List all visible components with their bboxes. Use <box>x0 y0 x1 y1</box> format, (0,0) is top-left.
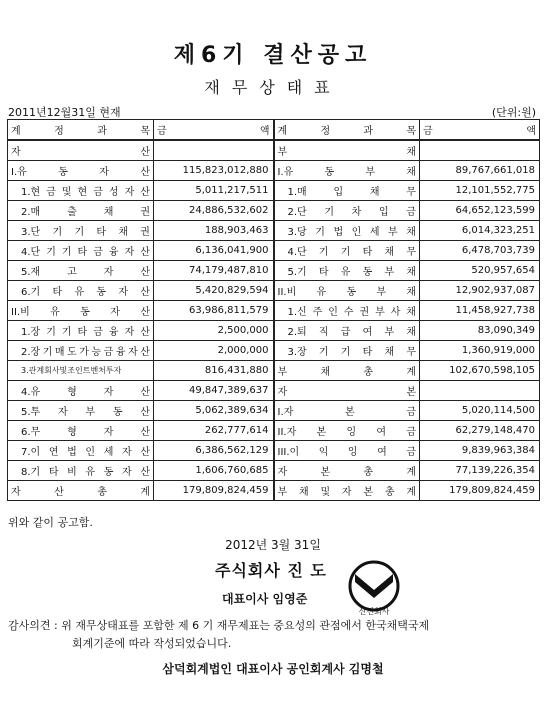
left-account-cell <box>8 401 154 421</box>
table-row <box>8 140 540 161</box>
audit-opinion-line-1: 감사의견 : 위 재무상태표를 포함한 제 6 기 재무제표는 중요성의 관점에서 한국채택국제 <box>8 619 430 632</box>
right-account-cell <box>274 341 420 361</box>
table-row <box>8 301 540 321</box>
right-amount-cell <box>420 140 540 161</box>
header-account-label: 계 정 과 목 <box>11 126 150 137</box>
right-account-label: 1.신 주 인 수 권 부 사 채 <box>287 307 416 318</box>
left-amount-cell: 5,062,389,634 <box>154 401 274 421</box>
left-account-label: 5.재 고 자 산 <box>21 267 150 278</box>
right-amount-cell: 9,839,963,384 <box>420 441 540 461</box>
right-amount-cell: 5,020,114,500 <box>420 401 540 421</box>
left-amount-cell <box>154 140 274 161</box>
right-account-cell <box>274 381 420 401</box>
header-account-right <box>274 120 420 141</box>
right-account-label: 부 채 및 자 본 총 계 <box>277 487 416 498</box>
left-account-label: 6.무 형 자 산 <box>21 427 150 438</box>
left-account-cell <box>8 361 154 381</box>
right-account-cell <box>274 221 420 241</box>
right-account-cell <box>274 441 420 461</box>
right-amount-cell: 62,279,148,470 <box>420 421 540 441</box>
left-account-label: 자 산 총 계 <box>11 487 150 498</box>
left-account-cell <box>8 281 154 301</box>
table-header-row <box>8 120 540 141</box>
left-account-label: 3.단 기 기 타 채 권 <box>21 227 150 238</box>
table-row <box>8 401 540 421</box>
header-account-label: 계 정 과 목 <box>277 126 416 137</box>
header-amount-left <box>154 120 274 141</box>
left-account-label: 4.단 기 기 타 금 융 자 산 <box>21 247 150 258</box>
table-row <box>8 241 540 261</box>
right-amount-cell: 64,652,123,599 <box>420 201 540 221</box>
right-account-label: 1.매 입 채 무 <box>287 187 416 198</box>
right-account-cell <box>274 401 420 421</box>
left-amount-cell: 115,823,012,880 <box>154 161 274 181</box>
table-row <box>8 381 540 401</box>
right-amount-cell: 6,014,323,251 <box>420 221 540 241</box>
right-account-label: 3.장 기 기 타 채 무 <box>287 347 416 358</box>
right-account-label: 2.단 기 차 입 금 <box>287 207 416 218</box>
left-account-label: 2.매 출 채 권 <box>21 207 150 218</box>
right-account-cell <box>274 461 420 481</box>
left-account-label: 4.유 형 자 산 <box>21 387 150 398</box>
right-account-label: II.비 유 동 부 채 <box>277 287 416 298</box>
left-account-cell <box>8 301 154 321</box>
left-account-label: II.비 유 동 자 산 <box>11 307 150 318</box>
table-row <box>8 421 540 441</box>
right-amount-cell <box>420 381 540 401</box>
left-account-label: 1.장 기 기 타 금 융 자 산 <box>21 327 150 338</box>
table-row <box>8 321 540 341</box>
right-account-cell <box>274 201 420 221</box>
right-account-cell <box>274 241 420 261</box>
header-amount-right <box>420 120 540 141</box>
left-account-cell <box>8 341 154 361</box>
left-account-label: 자 산 <box>11 147 150 158</box>
right-amount-cell: 6,478,703,739 <box>420 241 540 261</box>
right-account-label: 2.퇴 직 급 여 부 채 <box>287 327 416 338</box>
left-account-cell <box>8 181 154 201</box>
right-amount-cell: 77,139,226,354 <box>420 461 540 481</box>
table-row <box>8 221 540 241</box>
right-account-cell <box>274 281 420 301</box>
right-account-label: I.자 본 금 <box>277 407 416 418</box>
left-amount-cell: 63,986,811,579 <box>154 301 274 321</box>
balance-sheet-table <box>7 119 540 501</box>
page-title: 제6기 결산공고 <box>173 43 373 68</box>
left-account-cell <box>8 140 154 161</box>
left-account-label: 7.이 연 법 인 세 자 산 <box>21 447 150 458</box>
left-account-cell <box>8 221 154 241</box>
left-account-cell <box>8 381 154 401</box>
left-account-cell <box>8 161 154 181</box>
right-account-cell <box>274 421 420 441</box>
left-account-cell <box>8 461 154 481</box>
right-account-cell <box>274 140 420 161</box>
right-account-label: 4.단 기 기 타 채 무 <box>287 247 416 258</box>
left-account-label: I.유 동 자 산 <box>11 167 150 178</box>
right-account-cell <box>274 301 420 321</box>
left-account-cell <box>8 481 154 501</box>
left-account-cell <box>8 321 154 341</box>
left-account-label: 3.관계회사및조인트벤처투자 <box>21 366 122 375</box>
right-account-cell <box>274 481 420 501</box>
table-row <box>8 341 540 361</box>
right-account-label: 부 채 <box>277 147 416 158</box>
left-amount-cell: 262,777,614 <box>154 421 274 441</box>
left-amount-cell: 816,431,880 <box>154 361 274 381</box>
right-account-label: 3.당 기 법 인 세 부 채 <box>287 227 416 238</box>
publication-date: 2012년 3월 31일 <box>225 538 321 552</box>
table-row <box>8 361 540 381</box>
auditor-name: 삼덕회계법인 대표이사 공인회계사 김명철 <box>162 662 384 676</box>
right-account-cell <box>274 161 420 181</box>
logo-text: 신진회사 <box>358 607 390 616</box>
left-amount-cell: 179,809,824,459 <box>154 481 274 501</box>
left-account-cell <box>8 201 154 221</box>
right-amount-cell: 83,090,349 <box>420 321 540 341</box>
right-account-cell <box>274 321 420 341</box>
right-account-label: III.이 익 잉 여 금 <box>277 447 416 458</box>
left-account-cell <box>8 441 154 461</box>
header-amount-label-1: 금 <box>423 126 433 137</box>
right-amount-cell: 11,458,927,738 <box>420 301 540 321</box>
left-amount-cell: 74,179,487,810 <box>154 261 274 281</box>
left-amount-cell: 5,420,829,594 <box>154 281 274 301</box>
left-amount-cell: 5,011,217,511 <box>154 181 274 201</box>
statement-subtitle: 재무상태표 <box>204 78 342 97</box>
ceo-name: 대표이사 임영준 <box>222 592 308 606</box>
left-account-label: 5.투 자 부 동 산 <box>21 407 150 418</box>
left-amount-cell: 6,386,562,129 <box>154 441 274 461</box>
right-account-label: 자 본 총 계 <box>277 467 416 478</box>
left-amount-cell: 49,847,389,637 <box>154 381 274 401</box>
left-account-cell <box>8 261 154 281</box>
left-account-label: 6.기 타 유 동 자 산 <box>21 287 150 298</box>
table-row <box>8 181 540 201</box>
table-row <box>8 461 540 481</box>
left-amount-cell: 24,886,532,602 <box>154 201 274 221</box>
right-account-label: 자 본 <box>277 387 416 398</box>
table-row <box>8 441 540 461</box>
left-amount-cell: 1,606,760,685 <box>154 461 274 481</box>
right-account-cell <box>274 261 420 281</box>
right-account-label: 5.기 타 유 동 부 채 <box>287 267 416 278</box>
table-row <box>8 281 540 301</box>
unit-label: (단위:원) <box>491 106 536 119</box>
left-account-label: 2.장 기 매 도 가 능 금 융 자 산 <box>21 347 150 358</box>
header-amount-label-2: 액 <box>259 126 270 137</box>
left-account-label: 8.기 타 비 유 동 자 산 <box>21 467 150 478</box>
table-row <box>8 201 540 221</box>
left-amount-cell: 2,000,000 <box>154 341 274 361</box>
right-amount-cell: 520,957,654 <box>420 261 540 281</box>
table-row <box>8 161 540 181</box>
right-amount-cell: 12,101,552,775 <box>420 181 540 201</box>
right-amount-cell: 102,670,598,105 <box>420 361 540 381</box>
right-account-cell <box>274 181 420 201</box>
left-amount-cell: 6,136,041,900 <box>154 241 274 261</box>
left-account-cell <box>8 421 154 441</box>
header-amount-label-2: 액 <box>526 126 536 137</box>
table-row <box>8 261 540 281</box>
right-account-label: II.자 본 잉 여 금 <box>277 427 416 438</box>
announcement-note: 위와 같이 공고함. <box>8 516 93 529</box>
left-account-label: 1.현 금 및 현 금 성 자 산 <box>21 187 150 198</box>
company-seal-logo <box>345 560 403 616</box>
left-amount-cell: 2,500,000 <box>154 321 274 341</box>
left-amount-cell: 188,903,463 <box>154 221 274 241</box>
audit-opinion-line-2: 회계기준에 따라 작성되었습니다. <box>72 637 232 650</box>
right-amount-cell: 1,360,919,000 <box>420 341 540 361</box>
left-account-cell <box>8 241 154 261</box>
right-account-cell <box>274 361 420 381</box>
header-amount-label-1: 금 <box>157 126 167 137</box>
table-row <box>8 481 540 501</box>
right-amount-cell: 179,809,824,459 <box>420 481 540 501</box>
right-amount-cell: 89,767,661,018 <box>420 161 540 181</box>
right-account-label: I.유 동 부 채 <box>277 167 416 178</box>
right-account-label: 부 채 총 계 <box>277 367 416 378</box>
header-account-left <box>8 120 154 141</box>
right-amount-cell: 12,902,937,087 <box>420 281 540 301</box>
as-of-date: 2011년12월31일 현재 <box>8 106 121 119</box>
company-name: 주식회사 진 도 <box>215 561 327 580</box>
